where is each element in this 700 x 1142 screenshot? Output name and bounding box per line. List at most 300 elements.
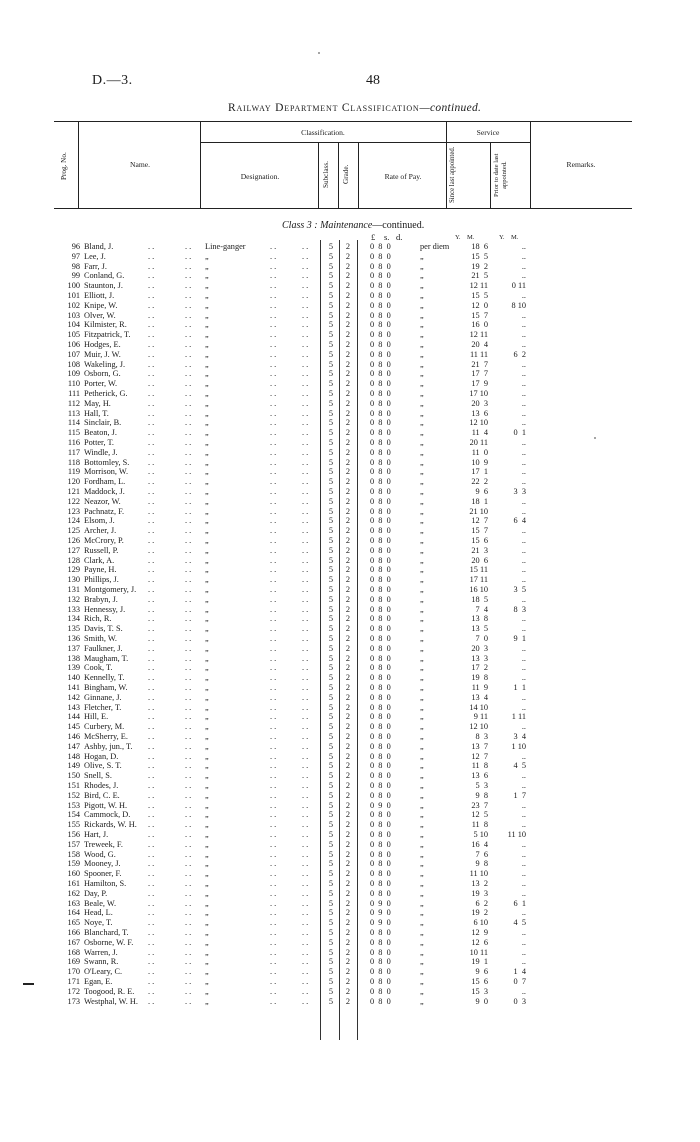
header-divider	[338, 142, 339, 209]
row-rate-period: „	[420, 575, 424, 585]
leader-dots: . .	[302, 408, 309, 418]
row-service-prior: ..	[521, 565, 526, 575]
leader-dots: . .	[148, 839, 155, 849]
row-service-since: 18 6	[471, 242, 488, 251]
row-grade: 2	[345, 536, 351, 545]
leader-dots: . .	[148, 359, 155, 369]
row-rate-period: „	[420, 496, 424, 506]
leader-dots: . .	[185, 741, 192, 751]
header-prior: Prior to date last appointed.	[493, 153, 508, 197]
leader-dots: . .	[270, 673, 277, 683]
leader-dots: . .	[185, 545, 192, 555]
row-service-prior: 0 3	[513, 996, 526, 1006]
leader-dots: . .	[148, 271, 155, 281]
row-name: Hamilton, S.	[84, 879, 127, 888]
row-designation: „	[205, 369, 209, 379]
table-row	[0, 369, 700, 379]
row-name: Pachnatz, F.	[84, 506, 125, 516]
leader-dots: . .	[148, 261, 155, 271]
leader-dots: . .	[148, 516, 155, 526]
row-service-prior: 8 10	[511, 300, 526, 310]
row-number: 136	[67, 634, 80, 643]
row-rate-period: „	[420, 389, 424, 398]
page-reference: D.—3.	[92, 73, 133, 88]
row-rate: 0 8 0	[370, 624, 391, 634]
row-service-since: 21 7	[471, 359, 488, 369]
row-subclass: 5	[328, 261, 334, 271]
row-service-since: 11 8	[471, 820, 488, 830]
leader-dots: . .	[270, 457, 277, 467]
leader-dots: . .	[302, 702, 309, 712]
row-grade: 2	[345, 781, 351, 790]
row-service-prior: ..	[521, 722, 526, 732]
leader-dots: . .	[270, 281, 277, 291]
leader-dots: . .	[302, 859, 309, 869]
table-row	[0, 624, 700, 634]
row-grade: 2	[345, 438, 351, 447]
row-number: 126	[67, 536, 80, 545]
leader-dots: . .	[185, 712, 192, 722]
row-rate: 0 8 0	[370, 830, 391, 839]
leader-dots: . .	[148, 712, 155, 722]
row-grade: 2	[345, 379, 351, 389]
row-number: 114	[67, 418, 80, 428]
row-service-since: 15 6	[471, 977, 488, 986]
leader-dots: . .	[148, 663, 155, 673]
row-rate: 0 8 0	[370, 496, 391, 506]
row-service-since: 19 3	[471, 888, 488, 898]
table-row	[0, 565, 700, 575]
leader-dots: . .	[185, 967, 192, 977]
row-subclass: 5	[328, 506, 334, 516]
row-grade: 2	[345, 516, 351, 526]
row-rate: 0 9 0	[370, 918, 391, 928]
row-name: Rich, R.	[84, 614, 112, 624]
row-rate-period: „	[420, 379, 424, 389]
leader-dots: . .	[302, 800, 309, 810]
row-name: Smith, W.	[84, 634, 117, 643]
row-rate: 0 8 0	[370, 379, 391, 389]
leader-dots: . .	[270, 732, 277, 741]
row-number: 123	[67, 506, 80, 516]
row-number: 139	[67, 663, 80, 673]
leader-dots: . .	[148, 888, 155, 898]
leader-dots: . .	[148, 320, 155, 330]
row-subclass: 5	[328, 928, 334, 937]
leader-dots: . .	[148, 565, 155, 575]
row-subclass: 5	[328, 839, 334, 849]
row-service-since: 21 5	[471, 271, 488, 281]
row-rate: 0 8 0	[370, 594, 391, 604]
row-grade: 2	[345, 330, 351, 340]
row-name: Bottomley, S.	[84, 457, 130, 467]
row-service-prior: ..	[521, 888, 526, 898]
row-rate: 0 8 0	[370, 673, 391, 683]
row-service-prior: 1 7	[513, 790, 526, 800]
row-subclass: 5	[328, 937, 334, 947]
row-rate-period: „	[420, 712, 424, 722]
paper-speck	[594, 437, 596, 439]
row-grade: 2	[345, 790, 351, 800]
row-rate-period: „	[420, 771, 424, 781]
leader-dots: . .	[270, 653, 277, 663]
leader-dots: . .	[270, 614, 277, 624]
row-subclass: 5	[328, 447, 334, 457]
header-designation: Designation.	[240, 172, 280, 181]
leader-dots: . .	[148, 251, 155, 261]
row-designation: „	[205, 986, 209, 996]
header-rate: Rate of Pay.	[384, 172, 422, 181]
leader-dots: . .	[185, 526, 192, 536]
leader-dots: . .	[302, 389, 309, 398]
leader-dots: . .	[302, 898, 309, 908]
table-row	[0, 516, 700, 526]
leader-dots: . .	[270, 389, 277, 398]
table-row	[0, 595, 700, 605]
row-number: 102	[67, 300, 80, 310]
row-number: 113	[67, 408, 80, 418]
row-grade: 2	[345, 614, 351, 624]
row-grade: 2	[345, 555, 351, 565]
table-row	[0, 791, 700, 801]
row-service-since: 15 11	[469, 565, 488, 575]
row-subclass: 5	[328, 496, 334, 506]
row-designation: „	[205, 918, 209, 928]
leader-dots: . .	[270, 496, 277, 506]
leader-dots: . .	[185, 879, 192, 888]
row-name: Rickards, W. H.	[84, 820, 137, 830]
table-row	[0, 997, 700, 1007]
leader-dots: . .	[302, 418, 309, 428]
row-service-since: 10 9	[471, 457, 488, 467]
row-rate-period: „	[420, 918, 424, 928]
row-rate: 0 8 0	[370, 634, 391, 643]
row-service-prior: 3 4	[513, 732, 526, 741]
row-name: Mooney, J.	[84, 859, 121, 869]
row-number: 101	[67, 291, 80, 300]
row-rate: 0 8 0	[370, 359, 391, 369]
table-row	[0, 526, 700, 536]
row-designation: „	[205, 614, 209, 624]
leader-dots: . .	[185, 438, 192, 447]
leader-dots: . .	[270, 477, 277, 487]
row-name: Maugham, T.	[84, 653, 129, 663]
row-service-since: 17 10	[469, 389, 488, 398]
row-designation: „	[205, 281, 209, 291]
row-rate-period: „	[420, 761, 424, 771]
row-service-prior: ..	[521, 291, 526, 300]
row-grade: 2	[345, 937, 351, 947]
leader-dots: . .	[302, 585, 309, 594]
row-service-prior: 6 4	[513, 516, 526, 526]
row-name: Morrison, W.	[84, 467, 129, 477]
leader-dots: . .	[185, 310, 192, 320]
row-subclass: 5	[328, 996, 334, 1006]
row-subclass: 5	[328, 643, 334, 653]
row-number: 147	[67, 741, 80, 751]
row-designation: „	[205, 291, 209, 300]
row-grade: 2	[345, 526, 351, 536]
row-designation: „	[205, 506, 209, 516]
row-rate: 0 8 0	[370, 340, 391, 349]
leader-dots: . .	[270, 712, 277, 722]
row-number: 131	[67, 585, 80, 594]
leader-dots: . .	[185, 447, 192, 457]
row-subclass: 5	[328, 830, 334, 839]
row-grade: 2	[345, 820, 351, 830]
row-subclass: 5	[328, 428, 334, 438]
leader-dots: . .	[270, 418, 277, 428]
row-rate-period: „	[420, 359, 424, 369]
row-rate: 0 8 0	[370, 506, 391, 516]
leader-dots: . .	[148, 467, 155, 477]
row-rate-period: „	[420, 594, 424, 604]
row-designation: „	[205, 947, 209, 957]
row-designation: „	[205, 418, 209, 428]
row-service-prior: ..	[521, 418, 526, 428]
row-rate-period: „	[420, 849, 424, 859]
row-rate: 0 8 0	[370, 810, 391, 820]
row-grade: 2	[345, 888, 351, 898]
row-service-since: 12 5	[471, 810, 488, 820]
leader-dots: . .	[148, 771, 155, 781]
row-name: Blanchard, T.	[84, 928, 129, 937]
row-number: 145	[67, 722, 80, 732]
row-designation: „	[205, 967, 209, 977]
row-number: 115	[67, 428, 80, 438]
title-main: Railway Department Classification	[228, 102, 420, 114]
row-subclass: 5	[328, 438, 334, 447]
row-designation: „	[205, 692, 209, 702]
leader-dots: . .	[270, 320, 277, 330]
row-service-prior: ..	[521, 242, 526, 251]
row-name: Sinclair, B.	[84, 418, 122, 428]
leader-dots: . .	[270, 251, 277, 261]
row-service-since: 20 3	[471, 643, 488, 653]
row-service-prior: 1 1	[513, 683, 526, 692]
leader-dots: . .	[302, 614, 309, 624]
row-designation: „	[205, 477, 209, 487]
table-row	[0, 957, 700, 967]
table-row	[0, 467, 700, 477]
header-bottom-rule	[54, 208, 632, 209]
row-number: 168	[67, 947, 80, 957]
leader-dots: . .	[270, 781, 277, 790]
leader-dots: . .	[148, 741, 155, 751]
leader-dots: . .	[148, 379, 155, 389]
row-subclass: 5	[328, 408, 334, 418]
row-rate: 0 8 0	[370, 545, 391, 555]
leader-dots: . .	[270, 937, 277, 947]
row-subclass: 5	[328, 369, 334, 379]
row-service-prior: ..	[521, 653, 526, 663]
row-service-prior: 0 7	[513, 977, 526, 986]
table-row	[0, 487, 700, 497]
leader-dots: . .	[270, 977, 277, 986]
row-number: 135	[67, 624, 80, 634]
class-section: Maintenance	[320, 220, 373, 231]
table-row	[0, 654, 700, 664]
row-designation: „	[205, 653, 209, 663]
leader-dots: . .	[270, 722, 277, 732]
row-service-prior: 4 5	[513, 918, 526, 928]
leader-dots: . .	[270, 859, 277, 869]
leader-dots: . .	[185, 702, 192, 712]
row-rate-period: „	[420, 467, 424, 477]
row-designation: „	[205, 790, 209, 800]
table-row	[0, 614, 700, 624]
row-rate-period: „	[420, 614, 424, 624]
leader-dots: . .	[270, 369, 277, 379]
row-designation: „	[205, 526, 209, 536]
row-service-since: 7 0	[475, 634, 488, 643]
leader-dots: . .	[185, 722, 192, 732]
leader-dots: . .	[185, 643, 192, 653]
row-service-since: 15 7	[471, 526, 488, 536]
leader-dots: . .	[302, 683, 309, 692]
row-grade: 2	[345, 673, 351, 683]
leader-dots: . .	[148, 967, 155, 977]
leader-dots: . .	[302, 692, 309, 702]
row-rate: 0 8 0	[370, 663, 391, 673]
row-subclass: 5	[328, 398, 334, 408]
leader-dots: . .	[302, 986, 309, 996]
row-number: 141	[67, 683, 80, 692]
leader-dots: . .	[270, 918, 277, 928]
row-subclass: 5	[328, 683, 334, 692]
row-name: Hodges, E.	[84, 340, 121, 349]
row-designation: „	[205, 594, 209, 604]
row-rate-period: „	[420, 340, 424, 349]
unit-years-prior: Y.	[499, 234, 505, 241]
leader-dots: . .	[148, 438, 155, 447]
leader-dots: . .	[148, 330, 155, 340]
row-service-prior: ..	[521, 555, 526, 565]
table-row	[0, 340, 700, 350]
leader-dots: . .	[148, 477, 155, 487]
leader-dots: . .	[270, 261, 277, 271]
row-name: Spooner, F.	[84, 869, 122, 879]
row-rate: 0 8 0	[370, 614, 391, 624]
leader-dots: . .	[270, 820, 277, 830]
leader-dots: . .	[302, 996, 309, 1006]
row-subclass: 5	[328, 673, 334, 683]
row-number: 110	[67, 379, 80, 389]
row-service-since: 12 10	[469, 418, 488, 428]
leader-dots: . .	[148, 947, 155, 957]
leader-dots: . .	[302, 281, 309, 291]
row-name: Hill, E.	[84, 712, 109, 722]
row-name: Farr, J.	[84, 261, 107, 271]
leader-dots: . .	[185, 477, 192, 487]
leader-dots: . .	[148, 722, 155, 732]
row-designation: „	[205, 702, 209, 712]
row-name: Egan, E.	[84, 977, 113, 986]
row-designation: „	[205, 457, 209, 467]
leader-dots: . .	[148, 996, 155, 1006]
leader-dots: . .	[185, 536, 192, 545]
row-designation: „	[205, 634, 209, 643]
row-grade: 2	[345, 447, 351, 457]
row-grade: 2	[345, 810, 351, 820]
row-service-prior: ..	[521, 869, 526, 879]
row-service-prior: ..	[521, 359, 526, 369]
row-subclass: 5	[328, 271, 334, 281]
row-service-since: 20 6	[471, 555, 488, 565]
row-name: Russell, P.	[84, 545, 119, 555]
row-rate: 0 8 0	[370, 928, 391, 937]
row-number: 140	[67, 673, 80, 683]
row-service-since: 15 5	[471, 291, 488, 300]
row-name: Kilmister, R.	[84, 320, 127, 330]
leader-dots: . .	[148, 781, 155, 790]
row-designation: „	[205, 898, 209, 908]
leader-dots: . .	[302, 487, 309, 496]
leader-dots: . .	[302, 242, 309, 251]
leader-dots: . .	[302, 428, 309, 438]
row-service-since: 11 9	[471, 683, 488, 692]
row-rate: 0 8 0	[370, 349, 391, 359]
row-service-since: 22 2	[471, 477, 488, 487]
row-designation: „	[205, 957, 209, 967]
row-rate-period: „	[420, 438, 424, 447]
row-service-since: 9 0	[475, 996, 488, 1006]
leader-dots: . .	[302, 830, 309, 839]
leader-dots: . .	[148, 800, 155, 810]
leader-dots: . .	[302, 722, 309, 732]
leader-dots: . .	[302, 732, 309, 741]
leader-dots: . .	[148, 830, 155, 839]
leader-dots: . .	[270, 585, 277, 594]
leader-dots: . .	[302, 447, 309, 457]
leader-dots: . .	[302, 839, 309, 849]
row-rate-period: „	[420, 516, 424, 526]
unit-months-prior: M.	[511, 234, 519, 241]
row-rate-period: „	[420, 418, 424, 428]
row-designation: „	[205, 438, 209, 447]
leader-dots: . .	[302, 937, 309, 947]
leader-dots: . .	[302, 810, 309, 820]
header-divider	[78, 121, 79, 209]
row-rate: 0 8 0	[370, 281, 391, 291]
leader-dots: . .	[185, 555, 192, 565]
row-service-prior: ..	[521, 859, 526, 869]
row-subclass: 5	[328, 800, 334, 810]
row-rate-period: „	[420, 477, 424, 487]
row-rate-period: „	[420, 879, 424, 888]
row-grade: 2	[345, 977, 351, 986]
row-rate-period: „	[420, 251, 424, 261]
leader-dots: . .	[185, 369, 192, 379]
row-rate-period: „	[420, 781, 424, 790]
row-rate-period: „	[420, 908, 424, 918]
row-name: Ashby, jun., T.	[84, 741, 133, 751]
row-service-since: 13 6	[471, 408, 488, 418]
table-row	[0, 908, 700, 918]
row-service-since: 17 2	[471, 663, 488, 673]
leader-dots: . .	[302, 516, 309, 526]
leader-dots: . .	[270, 291, 277, 300]
row-service-prior: ..	[521, 908, 526, 918]
row-name: Ginnane, J.	[84, 692, 122, 702]
row-rate-period: „	[420, 810, 424, 820]
row-grade: 2	[345, 986, 351, 996]
row-name: Brabyn, J.	[84, 594, 118, 604]
row-number: 100	[67, 281, 80, 291]
row-rate-period: „	[420, 457, 424, 467]
leader-dots: . .	[270, 986, 277, 996]
leader-dots: . .	[185, 839, 192, 849]
